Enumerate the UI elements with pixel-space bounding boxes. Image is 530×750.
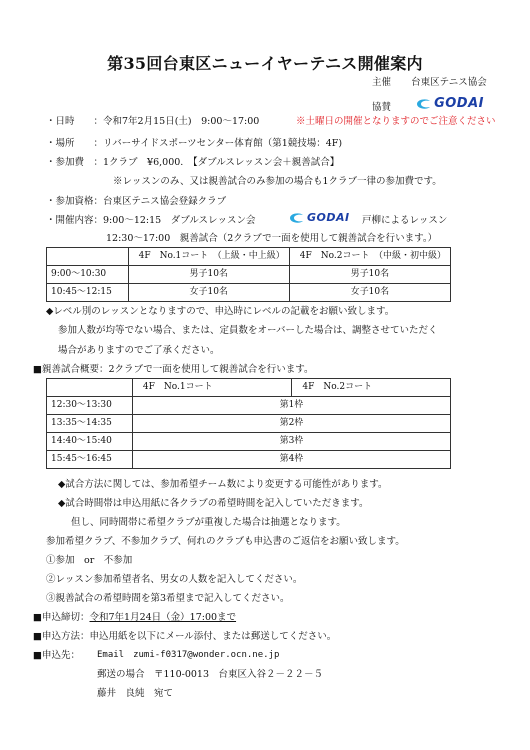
deadline-label: ■申込締切： bbox=[33, 612, 90, 623]
contact-name: 藤井 良純 宛て bbox=[97, 688, 174, 699]
table-cell-slot: 第4枠 bbox=[132, 451, 450, 469]
match-schedule-table bbox=[46, 378, 451, 469]
lesson-note-1: ◆レベル別のレッスンとなりますので、申込時にレベルの記載をお願い致します。 bbox=[46, 306, 395, 317]
page-title: 第35回台東区ニューイヤーテニス開催案内 bbox=[107, 54, 423, 73]
table-row bbox=[47, 433, 451, 451]
fee-label: ・参加費 ： bbox=[46, 157, 104, 168]
table-cell-time: 9:00～10:30 bbox=[47, 266, 129, 284]
lesson-note-3: 場合がありますのでご了承ください。 bbox=[58, 345, 220, 356]
match-note-3: 但し、同時間帯に希望クラブが重複した場合は抽選となります。 bbox=[71, 517, 346, 528]
date-value: 令和7年2月15日(土) 9:00～17:00 bbox=[103, 116, 260, 127]
table-row bbox=[47, 415, 451, 433]
table-header-cell: 4F No.1コート bbox=[132, 379, 292, 397]
table-header-cell bbox=[47, 248, 129, 266]
table-row bbox=[47, 451, 451, 469]
contact-email: Email zumi-f0317@wonder.ocn.ne.jp bbox=[97, 650, 280, 660]
sponsor-label: 協賛 bbox=[372, 101, 392, 113]
fee-note: ※レッスンのみ、又は親善試合のみ参加の場合も1クラブ一律の参加費です。 bbox=[113, 176, 442, 187]
host-value: 台東区テニス協会 bbox=[411, 77, 487, 88]
godai-swoosh-icon bbox=[288, 212, 304, 224]
table-row bbox=[47, 266, 451, 284]
date-row bbox=[46, 116, 259, 127]
deadline-value: 令和7年1月24日（金）17:00まで bbox=[89, 612, 237, 623]
method-row: ■申込方法：申込用紙を以下にメール添付、または郵送してください。 bbox=[33, 631, 337, 642]
date-note: ※土曜日の開催となりますのでご注意ください bbox=[296, 116, 496, 127]
godai-logo-text: GODAI bbox=[434, 96, 484, 111]
fee-value: 1クラブ ¥6,000. 【ダブルスレッスン会＋親善試合】 bbox=[103, 157, 340, 168]
qualification-row bbox=[46, 196, 226, 207]
content-godai-logo bbox=[288, 211, 350, 224]
host-row bbox=[372, 77, 487, 88]
table-header-row bbox=[47, 248, 451, 266]
deadline-row bbox=[33, 612, 236, 623]
table-cell-slot: 第1枠 bbox=[132, 397, 450, 415]
godai-logo-text: GODAI bbox=[307, 211, 350, 224]
table-row bbox=[47, 284, 451, 302]
place-label: ・場所 ： bbox=[46, 138, 104, 149]
match-note-1: ◆試合方法に関しては、参加希望チーム数により変更する可能性があります。 bbox=[58, 479, 388, 490]
table-cell-time: 13:35～14:35 bbox=[47, 415, 133, 433]
content-label: ・開催内容： bbox=[46, 215, 104, 226]
match-note-2: ◆試合時間帯は申込用紙に各クラブの希望時間を記入していただきます。 bbox=[58, 498, 369, 509]
content-line2: 12:30～17:00 親善試合（2クラブで一面を使用して親善試合を行います。） bbox=[106, 233, 438, 244]
lesson-note-2: 参加人数が均等でない場合、または、定員数をオーバーした場合は、調整させていただく bbox=[58, 325, 438, 336]
table-header-cell: 4F No.1コート （上級・中上級） bbox=[128, 248, 289, 266]
place-value: リバーサイドスポーツセンター体育館（第1競技場：4F) bbox=[103, 138, 343, 149]
table-cell: 男子10名 bbox=[128, 266, 289, 284]
date-label: ・日時 ： bbox=[46, 116, 104, 127]
table-cell: 女子10名 bbox=[128, 284, 289, 302]
table-row bbox=[47, 397, 451, 415]
godai-swoosh-icon bbox=[415, 98, 431, 110]
table-cell-slot: 第2枠 bbox=[132, 415, 450, 433]
content-row bbox=[46, 215, 255, 226]
table-cell: 男子10名 bbox=[289, 266, 450, 284]
sponsor-row bbox=[372, 96, 484, 113]
table-header-cell: 4F No.2コート bbox=[292, 379, 451, 397]
match-note-4: 参加希望クラブ、不参加クラブ、何れのクラブも申込書のご返信をお願い致します。 bbox=[46, 536, 405, 547]
table-cell-time: 10:45～12:15 bbox=[47, 284, 129, 302]
fee-row bbox=[46, 157, 339, 168]
table-cell-time: 14:40～15:40 bbox=[47, 433, 133, 451]
table-cell-time: 12:30～13:30 bbox=[47, 397, 133, 415]
table-header-cell bbox=[47, 379, 133, 397]
lesson-schedule-table bbox=[46, 247, 451, 302]
match-overview: ■親善試合概要：2クラブで一面を使用して親善試合を行います。 bbox=[33, 364, 314, 375]
qualification-label: ・参加資格： bbox=[46, 196, 104, 207]
table-header-row bbox=[47, 379, 451, 397]
place-row bbox=[46, 138, 342, 149]
qualification-value: 台東区テニス協会登録クラブ bbox=[103, 196, 227, 207]
godai-logo bbox=[415, 96, 484, 112]
match-note-7: ③親善試合の希望時間を第3希望まで記入してください。 bbox=[46, 593, 290, 604]
match-note-5: ①参加 or 不参加 bbox=[46, 555, 133, 566]
content-line1: 9:00～12:15 ダブルスレッスン会 bbox=[103, 215, 256, 226]
contact-mail: 郵送の場合 〒110-0013 台東区入谷２－２２－５ bbox=[97, 669, 324, 680]
table-cell: 女子10名 bbox=[289, 284, 450, 302]
match-note-6: ②レッスン参加希望者名、男女の人数を記入してください。 bbox=[46, 574, 303, 585]
content-line1-suffix: 戸柳によるレッスン bbox=[362, 215, 448, 226]
table-header-cell: 4F No.2コート （中級・初中級） bbox=[289, 248, 450, 266]
table-cell-time: 15:45～16:45 bbox=[47, 451, 133, 469]
table-cell-slot: 第3枠 bbox=[132, 433, 450, 451]
host-label: 主催 bbox=[372, 77, 392, 88]
contact-label: ■申込先： bbox=[33, 650, 80, 661]
